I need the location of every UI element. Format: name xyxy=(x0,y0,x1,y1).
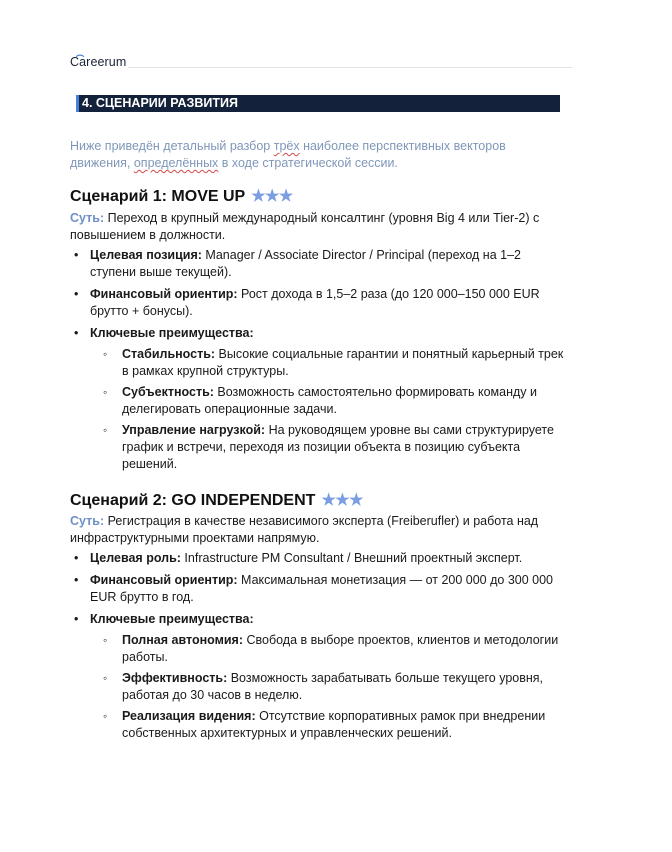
list-item xyxy=(90,632,565,666)
intro-text: в ходе стратегической сессии. xyxy=(218,156,398,170)
item-label: Управление нагрузкой: xyxy=(122,423,266,437)
intro-text: наиболее перспективных векторов движения, xyxy=(70,139,506,170)
essence-text: Переход в крупный международный консалтинг (уровня Big 4 или Tier-2) с повышением в должности. xyxy=(70,211,540,242)
scenario2-title xyxy=(70,490,363,510)
list-item xyxy=(70,286,565,320)
list-item xyxy=(90,670,565,704)
scenario2-title-text: Сценарий 2: GO INDEPENDENT xyxy=(70,492,316,509)
logo-arc-icon xyxy=(75,54,85,57)
list-item xyxy=(90,384,565,418)
section-heading xyxy=(76,95,560,112)
item-text: На руководящем уровне вы сами структурируете график и встречи, переходя из позиции объекта в позицию субъекта решений. xyxy=(122,423,554,471)
item-text: Высокие социальные гарантии и понятный карьерный трек в рамках крупной структуры. xyxy=(122,347,564,378)
list-item xyxy=(70,611,565,742)
item-text: Отсутствие корпоративных рамок при внедрении собственных архитектурных и управленческих решений. xyxy=(122,709,546,740)
item-label: Реализация видения: xyxy=(122,709,256,723)
section-accent xyxy=(76,95,79,112)
benefits-list xyxy=(90,632,565,742)
item-label: Финансовый ориентир: xyxy=(90,287,238,301)
rating-stars-icon: ★★★ xyxy=(251,188,293,205)
list-item xyxy=(90,708,565,742)
item-label: Ключевые преимущества: xyxy=(90,612,254,626)
benefits-list xyxy=(90,346,565,473)
item-label: Субъектность: xyxy=(122,385,214,399)
intro-paragraph xyxy=(70,138,560,172)
scenario1-title xyxy=(70,186,293,206)
spellcheck-word: определённых xyxy=(133,156,219,170)
item-label: Ключевые преимущества: xyxy=(90,326,254,340)
item-text: Максимальная монетизация — от 200 000 до 300 000 EUR брутто в год. xyxy=(90,573,554,604)
careerum-logo: Careerum xyxy=(70,55,127,69)
item-label: Целевая позиция: xyxy=(90,248,202,262)
rating-stars-icon: ★★★ xyxy=(321,492,363,509)
scenario2-essence xyxy=(70,513,570,547)
item-text: Рост дохода в 1,5–2 раза (до 120 000–150 000 EUR брутто + бонусы). xyxy=(90,287,540,318)
scenario2-list xyxy=(70,550,565,747)
list-item xyxy=(70,325,565,473)
essence-label: Суть: xyxy=(70,514,105,528)
item-text: Infrastructure PM Consultant / Внешний проектный эксперт. xyxy=(180,551,523,565)
item-label: Стабильность: xyxy=(122,347,216,361)
item-text: Возможность самостоятельно формировать команду и делегировать операционные задачи. xyxy=(122,385,537,416)
essence-text: Регистрация в качестве независимого эксперта (Freiberufler) и работа над инфраструктурными проектами напрямую. xyxy=(70,514,539,545)
item-label: Эффективность: xyxy=(122,671,228,685)
item-text: Manager / Associate Director / Principal (переход на 1–2 ступени выше текущей). xyxy=(90,248,521,279)
scenario1-essence xyxy=(70,210,570,244)
item-text: Возможность зарабатывать больше текущего уровня, работая до 30 часов в неделю. xyxy=(122,671,544,702)
item-label: Финансовый ориентир: xyxy=(90,573,238,587)
scenario1-title-text: Сценарий 1: MOVE UP xyxy=(70,188,246,205)
essence-label: Суть: xyxy=(70,211,105,225)
header-divider xyxy=(128,67,572,68)
list-item xyxy=(90,422,565,473)
item-label: Целевая роль: xyxy=(90,551,181,565)
list-item xyxy=(70,550,565,567)
section-title: 4. СЦЕНАРИИ РАЗВИТИЯ xyxy=(82,96,238,110)
scenario1-list xyxy=(70,247,565,478)
list-item xyxy=(90,346,565,380)
list-item xyxy=(70,247,565,281)
intro-text: Ниже приведён детальный разбор xyxy=(70,139,274,153)
spellcheck-word: трёх xyxy=(273,139,300,153)
item-text: Свобода в выборе проектов, клиентов и методологии работы. xyxy=(122,633,559,664)
item-label: Полная автономия: xyxy=(122,633,243,647)
list-item xyxy=(70,572,565,606)
